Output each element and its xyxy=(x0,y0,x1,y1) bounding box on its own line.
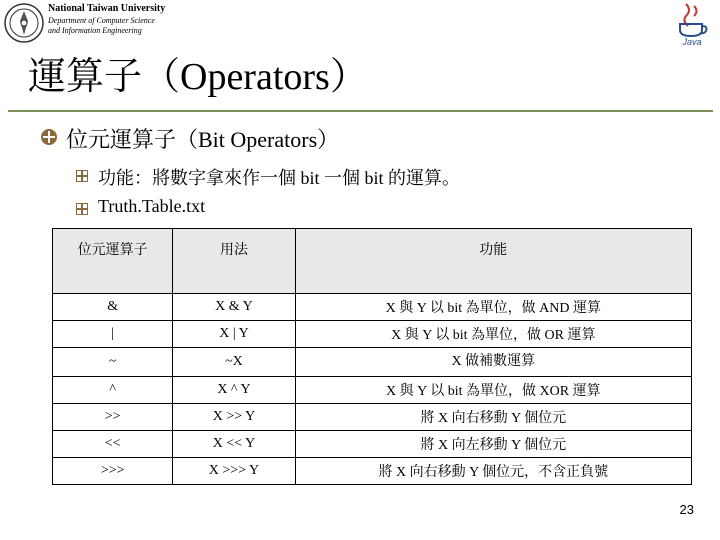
usage-cell: X ^ Y xyxy=(173,377,295,404)
function-cell: X 與 Y 以 bit 為單位，做 XOR 運算 xyxy=(295,377,691,404)
sub-bullet-text: 功能：將數字拿來作一個 bit 一個 bit 的運算。 xyxy=(98,168,461,188)
header-function: 功能 xyxy=(295,229,691,294)
main-bullet-text: 位元運算子（Bit Operators） xyxy=(66,127,340,152)
institution-name: National Taiwan University xyxy=(48,3,166,14)
function-cell: 將 X 向右移動 Y 個位元 xyxy=(295,404,691,431)
table-row xyxy=(53,404,692,431)
table-header-row xyxy=(53,229,692,294)
table-row xyxy=(53,348,692,377)
operator-cell: ^ xyxy=(53,377,173,404)
function-cell: 將 X 向左移動 Y 個位元 xyxy=(295,431,691,458)
department-name: Department of Computer Science and Information Engineering xyxy=(48,16,155,35)
usage-cell: X << Y xyxy=(173,431,295,458)
usage-cell: X >>> Y xyxy=(173,458,295,485)
sub-bullet-icon xyxy=(76,170,88,182)
sub-bullet-icon xyxy=(76,203,88,215)
java-cup-icon xyxy=(672,0,712,46)
slide-title: 運算子（Operators） xyxy=(28,56,368,98)
usage-cell: ~X xyxy=(173,348,295,377)
java-logo-text: Java xyxy=(682,37,702,46)
page-number: 23 xyxy=(679,502,694,517)
usage-cell: X | Y xyxy=(173,321,295,348)
table-row xyxy=(53,431,692,458)
table-row xyxy=(53,458,692,485)
operator-cell: ~ xyxy=(53,348,173,377)
operator-cell: | xyxy=(53,321,173,348)
function-cell: X 與 Y 以 bit 為單位，做 AND 運算 xyxy=(295,294,691,321)
function-cell: 將 X 向右移動 Y 個位元，不含正負號 xyxy=(295,458,691,485)
header-usage: 用法 xyxy=(173,229,295,294)
function-cell: X 與 Y 以 bit 為單位，做 OR 運算 xyxy=(295,321,691,348)
bit-operator-table xyxy=(52,228,692,485)
operator-cell: & xyxy=(53,294,173,321)
title-divider xyxy=(8,110,713,112)
function-cell: X 做補數運算 xyxy=(295,348,691,377)
table-row xyxy=(53,321,692,348)
operator-cell: >>> xyxy=(53,458,173,485)
table-row xyxy=(53,377,692,404)
ntu-seal-icon xyxy=(4,3,44,43)
truth-table-file-link[interactable]: Truth.Table.txt xyxy=(98,196,206,216)
table-row xyxy=(53,294,692,321)
usage-cell: X >> Y xyxy=(173,404,295,431)
operator-cell: << xyxy=(53,431,173,458)
main-bullet-icon xyxy=(40,128,58,146)
operator-cell: >> xyxy=(53,404,173,431)
header-operator: 位元運算子 xyxy=(53,229,173,294)
usage-cell: X & Y xyxy=(173,294,295,321)
